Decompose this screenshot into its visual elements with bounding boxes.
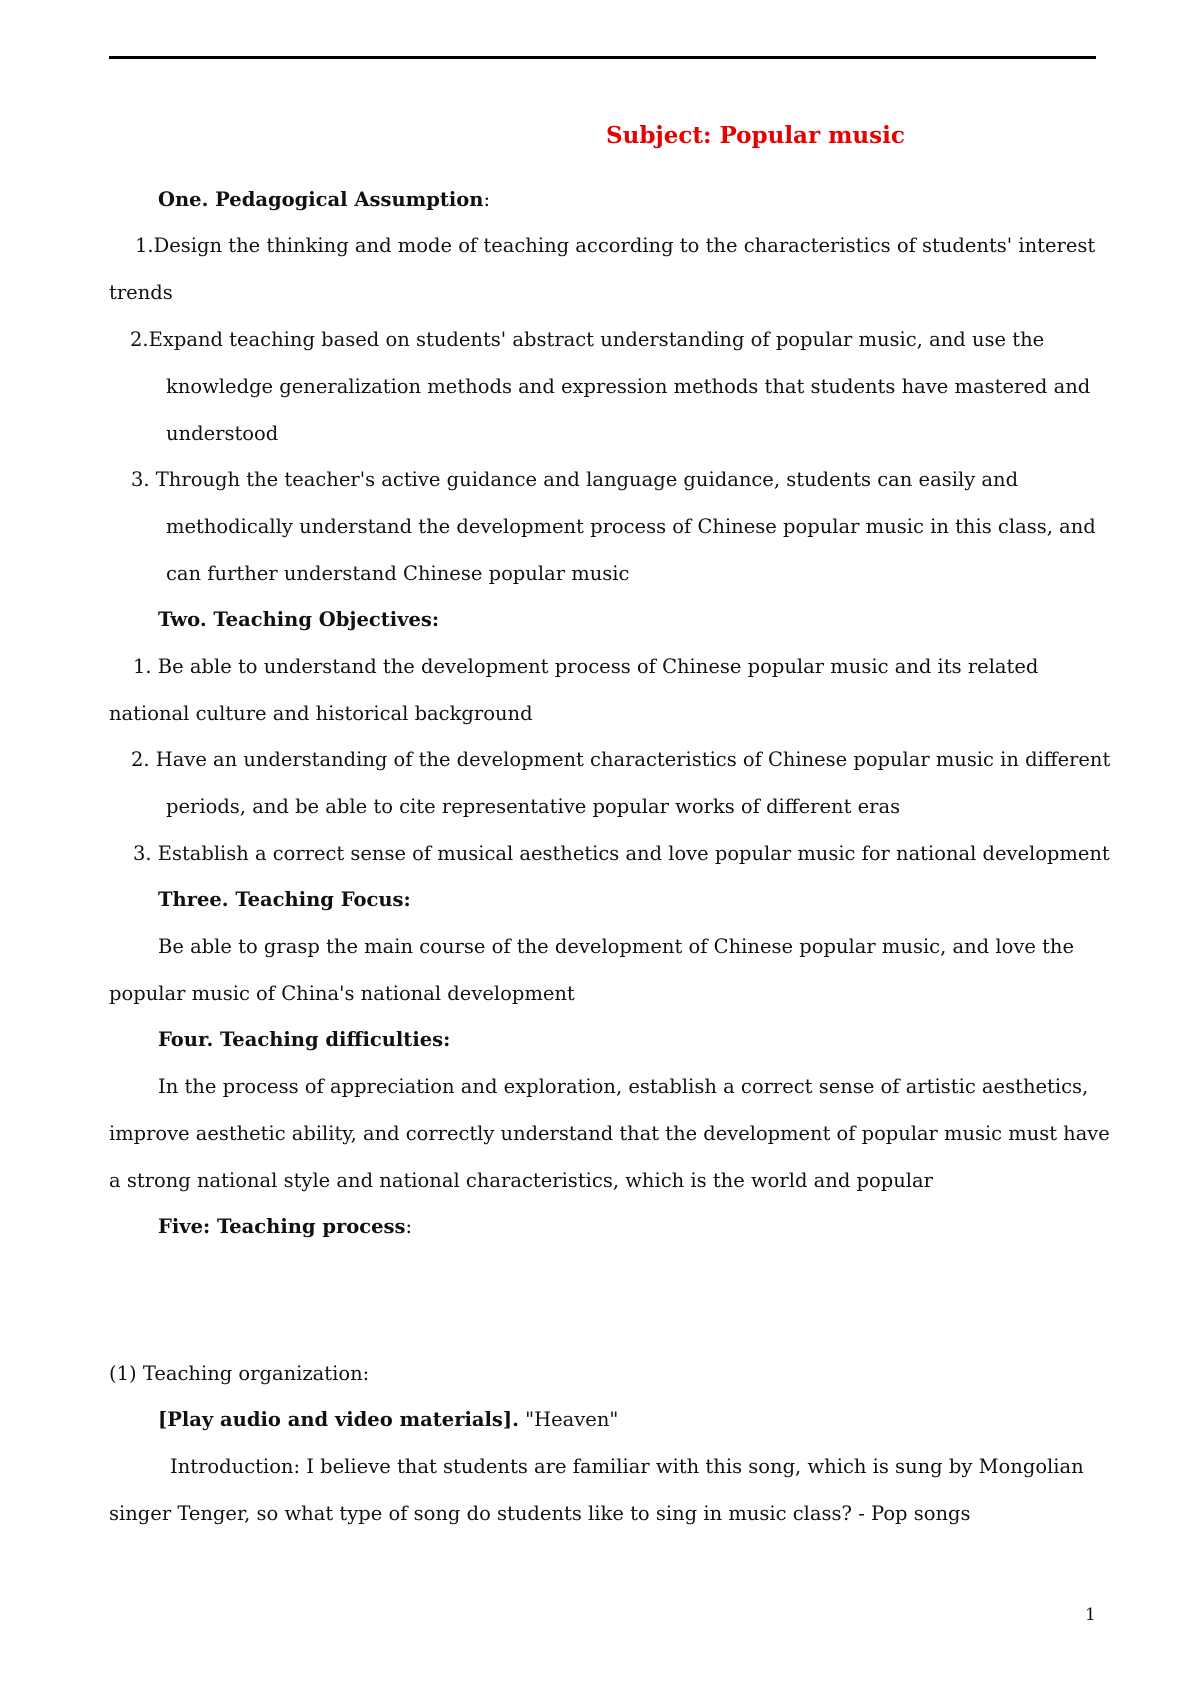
section-two-item3: 3. Establish a correct sense of musical aesthetics and love popular music for national development — [133, 842, 1110, 865]
section-one-item3-line2: methodically understand the development process of Chinese popular music in this class, and — [166, 515, 1096, 538]
section-one-heading-colon: : — [483, 188, 491, 211]
page-number: 1 — [1085, 1605, 1096, 1625]
section-four-text-line3: a strong national style and national characteristics, which is the world and popular — [109, 1169, 933, 1192]
section-one-item1-line2: trends — [109, 281, 173, 304]
section-five-heading-colon: : — [405, 1215, 413, 1238]
document-title: Subject: Popular music — [606, 122, 905, 149]
section-three-text-line2: popular music of China's national development — [109, 982, 575, 1005]
teaching-organization-label: (1) Teaching organization: — [109, 1362, 370, 1385]
section-five-heading — [158, 1215, 412, 1239]
section-five-heading-text: Five: Teaching process — [158, 1215, 406, 1238]
section-one-item2-line1: 2.Expand teaching based on students' abstract understanding of popular music, and use the — [130, 328, 1045, 351]
section-one-item3-line3: can further understand Chinese popular music — [166, 562, 630, 585]
section-one-item2-line2: knowledge generalization methods and expression methods that students have mastered and — [166, 375, 1091, 398]
section-two-item1-line1: 1. Be able to understand the development process of Chinese popular music and its related — [133, 655, 1039, 678]
section-four-text-line1: In the process of appreciation and exploration, establish a correct sense of artistic aesthetics, — [158, 1075, 1089, 1098]
introduction-line2: singer Tenger, so what type of song do students like to sing in music class? - Pop songs — [109, 1502, 971, 1525]
section-one-item1-line1: 1.Design the thinking and mode of teaching according to the characteristics of students' interest — [135, 234, 1096, 257]
section-four-heading: Four. Teaching difficulties: — [158, 1028, 451, 1051]
section-one-heading-text: One. Pedagogical Assumption — [158, 188, 484, 211]
introduction-line1: Introduction: I believe that students are familiar with this song, which is sung by Mongolian — [170, 1455, 1084, 1478]
section-two-item1-line2: national culture and historical background — [109, 702, 533, 725]
play-materials-song: "Heaven" — [518, 1408, 619, 1431]
section-four-text-line2: improve aesthetic ability, and correctly understand that the development of popular music must have — [109, 1122, 1110, 1145]
section-one-heading — [158, 188, 490, 212]
play-materials-bold: [Play audio and video materials]. — [158, 1408, 519, 1431]
section-two-heading: Two. Teaching Objectives: — [158, 608, 440, 631]
play-materials-line — [158, 1408, 618, 1432]
section-three-text-line1: Be able to grasp the main course of the development of Chinese popular music, and love the — [158, 935, 1075, 958]
section-three-heading: Three. Teaching Focus: — [158, 888, 411, 911]
section-two-item2-line2: periods, and be able to cite representative popular works of different eras — [166, 795, 901, 818]
section-one-item3-line1: 3. Through the teacher's active guidance and language guidance, students can easily and — [131, 468, 1019, 491]
header-rule — [109, 56, 1096, 59]
section-one-item2-line3: understood — [166, 422, 279, 445]
section-two-item2-line1: 2. Have an understanding of the development characteristics of Chinese popular music in different — [131, 748, 1111, 771]
